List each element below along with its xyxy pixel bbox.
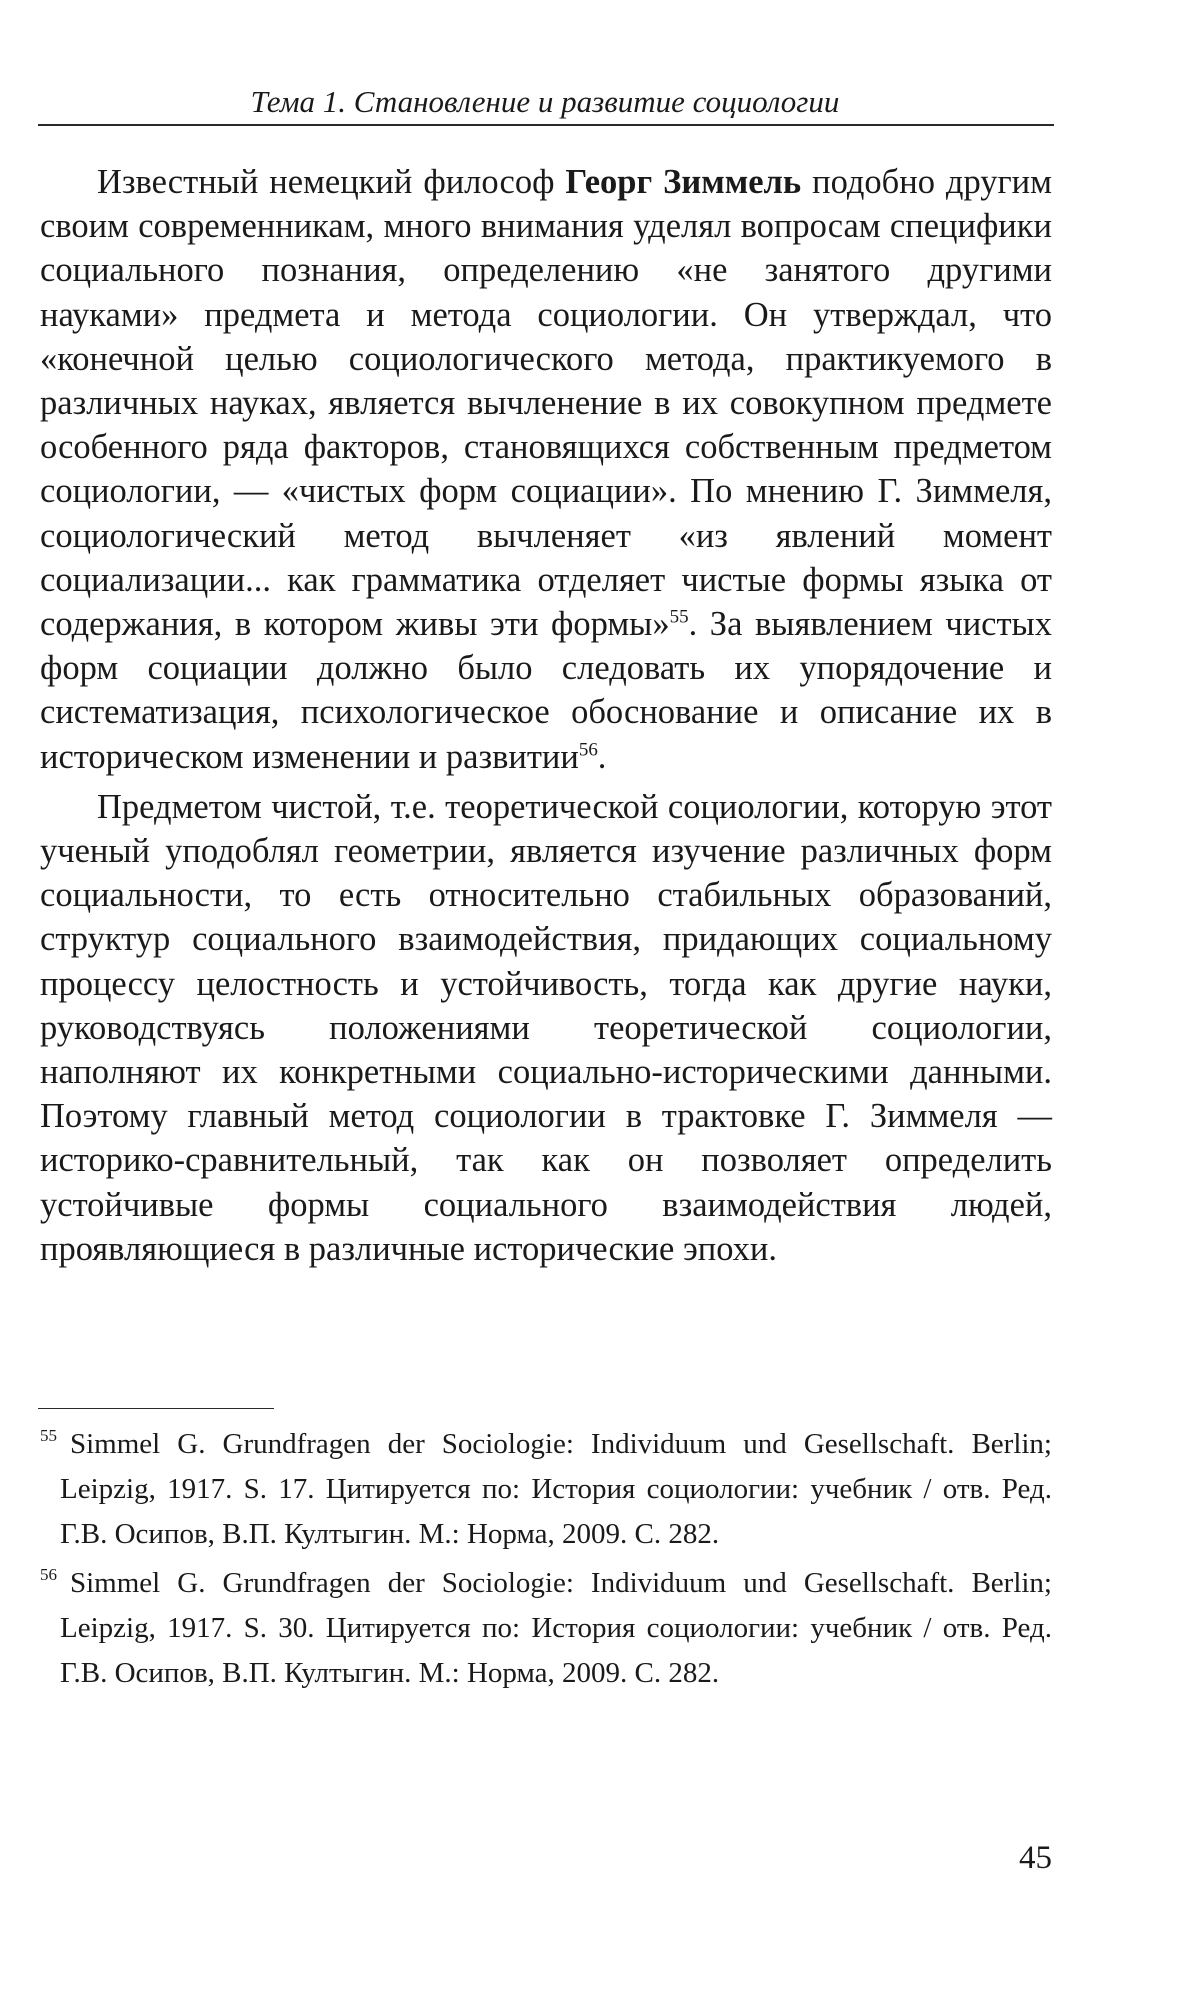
main-text [40,160,1052,1271]
p1-text-c: . За выявлением чистых форм социации должно было следовать их упорядочение и систематизация, психологическое обоснование и описание их в историческом изменении и развитии [40,605,1052,776]
header-rule [38,124,1054,126]
footnote-55: 55 Simmel G. Grundfragen der Sociologie: Individuum und Gesellschaft. Berlin; Leipzig, 1917. S. 17. Цитируется по: История социологии: учебник / отв. Ред. Г.В. Осипов, В.П. Култыгин. М.: Норма, 2009. С. 282. [40,1426,1052,1550]
paragraph-1 [40,160,1052,779]
paragraph-2: Предметом чистой, т.е. теоретической социологии, которую этот ученый уподоблял геометрии, является изучение различных форм социальности, то есть относительно стабильных образований, структур социального взаимодействия, придающих социальному процессу целостность и устойчивость, тогда как другие науки, руководствуясь положениями теоретической социологии, наполняют их конкретными социально-историческими данными. Поэтому главный метод социологии в трактовке Г. Зиммеля — историко-сравнительный, так как он позволяет определить устойчивые формы социального взаимодействия людей, проявляющиеся в различные исторические эпохи. [40,787,1052,1268]
page-number: 45 [1019,1840,1052,1876]
p1-text-a: Известный немецкий философ [97,163,566,201]
footnote-ref-55: 55 [669,606,689,628]
p1-text-d: . [597,737,607,776]
footnote-text: Simmel G. Grundfragen der Sociologie: Individuum und Gesellschaft. Berlin; Leipzig, 1917. S. 30. Цитируется по: История социологии: учебник / отв. Ред. Г.В. Осипов, В.П. Култыгин. М.: Норма, 2009. С. 282. [60,1567,1052,1689]
running-title: Тема 1. Становление и развитие социологии [250,84,840,119]
footnote-56: 56 Simmel G. Grundfragen der Sociologie: Individuum und Gesellschaft. Berlin; Leipzig, 1917. S. 30. Цитируется по: История социологии: учебник / отв. Ред. Г.В. Осипов, В.П. Култыгин. М.: Норма, 2009. С. 282. [40,1565,1052,1689]
p1-text-b: подобно другим своим современникам, много внимания уделял вопросам специфики социального познания, определению «не занятого другими науками» предмета и метода социологии. Он утверждал, что «конечной целью социологического метода, практикуемого в различных науках, является вычленение в их совокупном предмете особенного ряда факторов, становящихся собственным предметом социологии, — «чистых форм социации». По мнению Г. Зиммеля, социологический метод вычленяет «из явлений момент социализации... как грамматика отделяет чистые формы языка от содержания, в котором живы эти формы» [40,163,1052,644]
p1-name-bold: Георг Зиммель [565,163,802,201]
footnote-ref-56: 56 [578,739,598,761]
footnote-rule [38,1408,274,1409]
footnote-text: Simmel G. Grundfragen der Sociologie: Individuum und Gesellschaft. Berlin; Leipzig, 1917. S. 17. Цитируется по: История социологии: учебник / отв. Ред. Г.В. Осипов, В.П. Култыгин. М.: Норма, 2009. С. 282. [60,1428,1052,1550]
footnotes [40,1422,1052,1700]
